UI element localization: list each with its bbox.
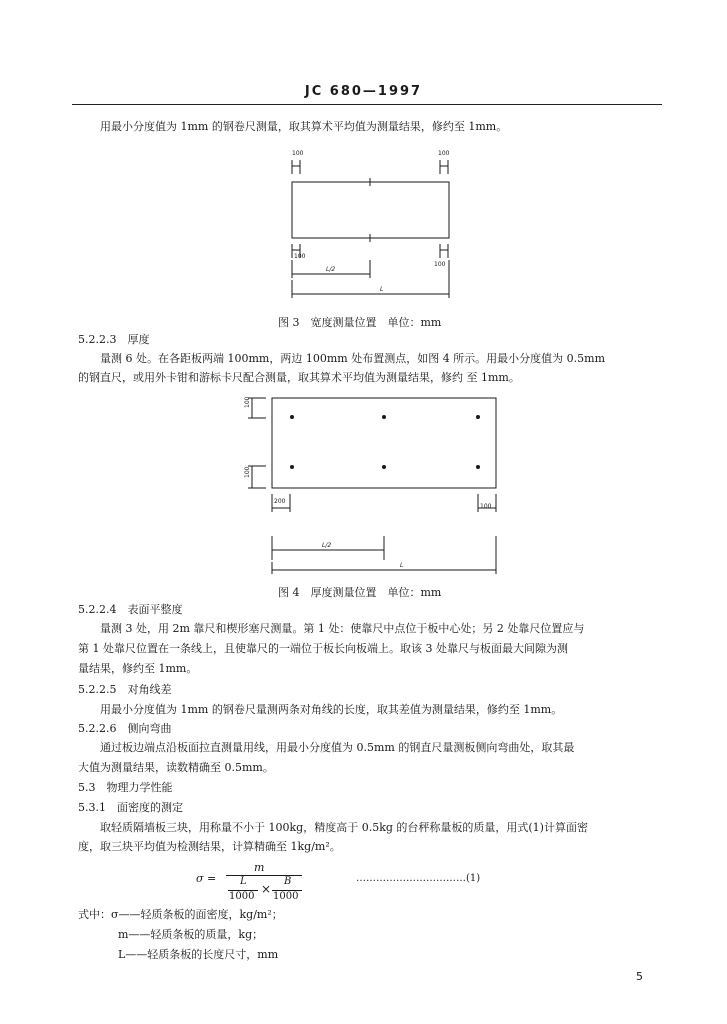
figure-3-width-positions <box>270 146 470 302</box>
fig4-dim-100-left-bottom: 100 <box>244 466 251 478</box>
fig4-dim-200: 200 <box>274 498 286 505</box>
paragraph-bending-1: 通过板边端点沿板面拉直测量用线，用最小分度值为 0.5mm 的钢直尺量测板侧向弯曲处，取其最 <box>100 741 575 754</box>
figure-3-caption: 图 3 宽度测量位置 单位：mm <box>278 316 442 329</box>
header-rule <box>72 104 662 105</box>
formula-numerator: m <box>254 861 265 874</box>
paragraph-flatness-3: 量结果，修约至 1mm。 <box>78 662 198 675</box>
heading-5-3-1: 5.3.1 面密度的测定 <box>78 801 183 814</box>
where-L: L——轻质条板的长度尺寸，mm <box>118 948 279 961</box>
fig4-dim-half-length: L/2 <box>322 542 332 549</box>
page-number: 5 <box>636 970 643 983</box>
heading-5-2-2-5: 5.2.2.5 对角线差 <box>78 683 172 696</box>
fig3-dim-100-bottom-left: 100 <box>294 253 306 260</box>
fig4-dim-length: L <box>400 562 404 569</box>
fig4-board-outline <box>272 398 496 488</box>
formula-1 <box>196 861 316 908</box>
fig3-dim-100-top-right: 100 <box>438 150 450 157</box>
where-sigma: 式中：σ——轻质条板的面密度，kg/m²； <box>78 908 283 921</box>
formula-times: × <box>261 882 272 896</box>
paragraph-diagonal: 用最小分度值为 1mm 的钢卷尺量测两条对角线的长度，取其差值为测量结果，修约至 1mm。 <box>100 703 563 716</box>
formula-lhs: σ = <box>196 872 217 885</box>
paragraph-thickness-2: 的钢直尺，或用外卡钳和游标卡尺配合测量，取其算术平均值为测量结果，修约 至 1mm。 <box>78 371 520 384</box>
formula-den-B: B <box>284 876 292 887</box>
fig4-point-5 <box>382 465 386 469</box>
fig4-point-2 <box>382 415 386 419</box>
formula-den-L: L <box>240 876 247 887</box>
fig3-dim-100-top-left: 100 <box>292 150 304 157</box>
fig4-point-1 <box>290 415 294 419</box>
fig4-point-4 <box>290 465 294 469</box>
formula-1-reference: ……………………………(1) <box>356 873 481 884</box>
paragraph-width-method: 用最小分度值为 1mm 的钢卷尺测量，取其算术平均值为测量结果，修约至 1mm。 <box>100 120 508 133</box>
heading-5-2-2-3: 5.2.2.3 厚度 <box>78 333 150 346</box>
paragraph-flatness-2: 第 1 处靠尺位置在一条线上，且使靠尺的一端位于板长向板端上。取该 3 处靠尺与板面最大间隙为测 <box>78 642 568 655</box>
formula-den-L-1000: 1000 <box>229 891 255 902</box>
doc-header-code: JC 680—1997 <box>304 84 423 99</box>
paragraph-density-1: 取轻质隔墙板三块，用称量不小于 100kg，精度高于 0.5kg 的台秤称量板的质量，用式(1)计算面密 <box>100 821 588 834</box>
formula-den-B-1000: 1000 <box>273 891 299 902</box>
fig4-dim-100-left-top: 100 <box>244 396 251 408</box>
figure-4-caption: 图 4 厚度测量位置 单位：mm <box>278 586 442 599</box>
fig3-dim-half-length: L/2 <box>326 266 336 273</box>
fig4-dim-100-right: 100 <box>480 503 492 510</box>
paragraph-density-2: 度，取三块平均值为检测结果，计算精确至 1kg/m²。 <box>78 840 341 853</box>
heading-5-2-2-4: 5.2.2.4 表面平整度 <box>78 603 183 616</box>
fig4-point-3 <box>476 415 480 419</box>
fig4-point-6 <box>476 465 480 469</box>
paragraph-thickness-1: 量测 6 处。在各距板两端 100mm，两边 100mm 处布置测点，如图 4 所示。用最小分度值为 0.5mm <box>100 352 606 365</box>
paragraph-bending-2: 大值为测量结果，读数精确至 0.5mm。 <box>78 761 274 774</box>
fig3-dim-length: L <box>380 286 384 293</box>
heading-5-2-2-6: 5.2.2.6 侧向弯曲 <box>78 722 172 735</box>
where-m: m——轻质条板的质量，kg； <box>118 928 264 941</box>
fig3-dim-100-bottom-right: 100 <box>434 261 446 268</box>
heading-5-3: 5.3 物理力学性能 <box>78 781 173 794</box>
paragraph-flatness-1: 量测 3 处，用 2m 靠尺和楔形塞尺测量。第 1 处：使靠尺中点位于板中心处；另 2 处靠尺位置应与 <box>100 622 585 635</box>
fig3-board-outline <box>292 182 449 238</box>
figure-4-thickness-positions <box>236 390 504 576</box>
